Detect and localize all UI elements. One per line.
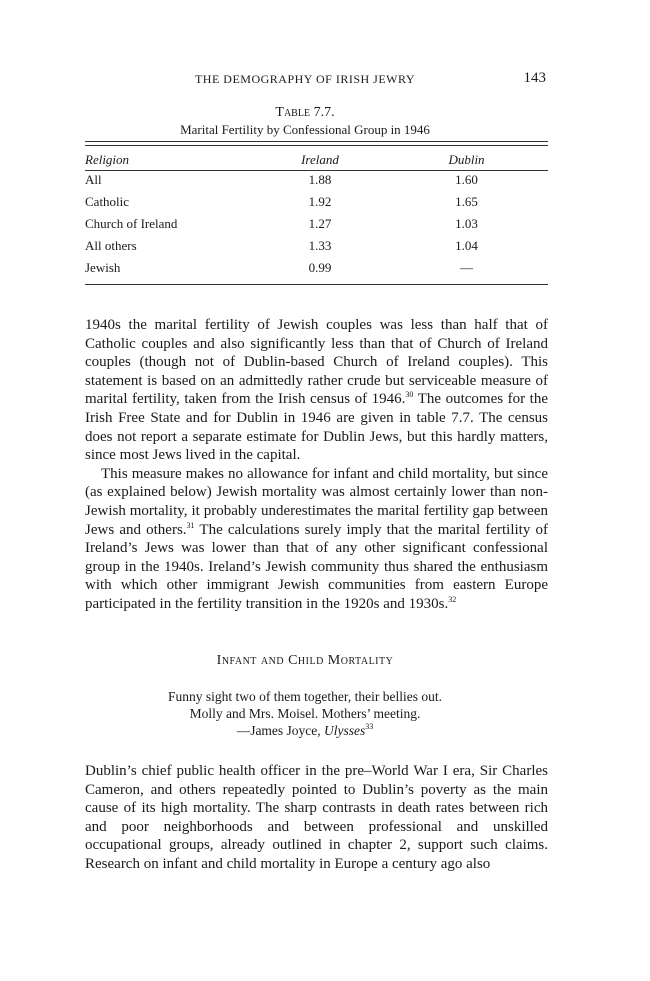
footnote-ref: 32 bbox=[448, 594, 457, 604]
cell-ireland: 1.92 bbox=[308, 194, 332, 209]
cell-dublin: — bbox=[460, 260, 473, 275]
table-top-rule-2 bbox=[85, 145, 548, 146]
table-header-row bbox=[85, 150, 548, 169]
table-label: Table 7.7. bbox=[275, 105, 335, 120]
cell-religion: Jewish bbox=[85, 260, 121, 275]
cell-ireland: 1.33 bbox=[308, 238, 332, 253]
table-row bbox=[85, 257, 548, 279]
cell-dublin: 1.60 bbox=[455, 172, 478, 187]
cell-dublin: 1.03 bbox=[455, 216, 478, 231]
footnote-ref: 33 bbox=[365, 722, 374, 731]
column-header-religion: Religion bbox=[85, 151, 130, 167]
table-row bbox=[85, 213, 548, 235]
epigraph bbox=[62, 688, 548, 739]
table-top-rule bbox=[85, 141, 548, 142]
cell-dublin: 1.65 bbox=[455, 194, 478, 209]
table-row bbox=[85, 169, 548, 191]
section-heading: Infant and Child Mortality bbox=[216, 653, 394, 668]
body-paragraph-2 bbox=[85, 762, 548, 874]
table-title: Marital Fertility by Confessional Group in 1946 bbox=[180, 122, 430, 137]
page-header bbox=[62, 70, 548, 90]
paragraph: This measure makes no allowance for infant and child mortality, but since (as explained below) Jewish mortality was almost certainly lower than non-Jewish mortality, it probably underestimates the marital fertility gap between Jews and others.$^{31}$ The calculations surely imply that the marital fertility of Ireland’s Jews was lower than that of any other significant confessional group in the 1940s. Ireland’s Jewish community thus shared the enthusiasm with which other immigrant Jewish communities from eastern Europe participated in the fertility transition in the 1920s and 1930s.$^{32}$ bbox=[85, 465, 548, 612]
running-head: THE DEMOGRAPHY OF IRISH JEWRY bbox=[194, 72, 416, 86]
body-paragraphs bbox=[85, 316, 548, 614]
table-row bbox=[85, 191, 548, 213]
paragraph: Dublin’s chief public health officer in the pre–World War I era, Sir Charles Cameron, and others repeatedly pointed to Dublin’s poverty as the main cause of its high mortality. The sharp contrasts in death rates between rich and poor neighborhoods and between professional and unskilled occupational groups, already outlined in chapter 2, support such claims. Research on infant and child mortality in Europe a century ago also bbox=[85, 763, 548, 872]
cell-religion: Catholic bbox=[85, 194, 130, 209]
cell-religion: All bbox=[85, 172, 102, 187]
table-header-rule bbox=[85, 170, 548, 171]
epigraph-line: Molly and Mrs. Moisel. Mothers’ meeting. bbox=[189, 706, 421, 721]
table-row bbox=[85, 235, 548, 257]
table-caption bbox=[62, 104, 548, 138]
column-header-ireland: Ireland bbox=[301, 151, 339, 167]
epigraph-attribution: —James Joyce, Ulysses$^{33}$ bbox=[236, 722, 374, 738]
page-number: 143 bbox=[523, 70, 546, 86]
cell-ireland: 1.27 bbox=[308, 216, 332, 231]
paragraph: 1940s the marital fertility of Jewish couples was less than half that of Catholic couples and also significantly less than that of Church of Ireland couples (though not of Dublin-based Church of Ireland couples). This statement is based on an admittedly rather crude but serviceable measure of marital fertility, taken from the Irish census of 1946.30 The outcomes for the Irish Free State and for Dublin in 1946 are given in table 7.7. The census does not report a separate estimate for Dublin Jews, but this hardly matters, since most Jews lived in the capital. bbox=[85, 317, 548, 464]
cell-ireland: 1.88 bbox=[308, 172, 332, 187]
cell-ireland: 0.99 bbox=[308, 260, 332, 275]
cell-religion: All others bbox=[85, 238, 137, 253]
table-bottom-rule bbox=[85, 284, 548, 285]
cell-religion: Church of Ireland bbox=[85, 216, 178, 231]
epigraph-line: Funny sight two of them together, their bellies out. bbox=[168, 689, 442, 704]
column-header-dublin: Dublin bbox=[448, 151, 485, 167]
cell-dublin: 1.04 bbox=[455, 238, 478, 253]
footnote-ref: 31 bbox=[186, 520, 195, 530]
footnote-ref: 30 bbox=[405, 390, 414, 400]
